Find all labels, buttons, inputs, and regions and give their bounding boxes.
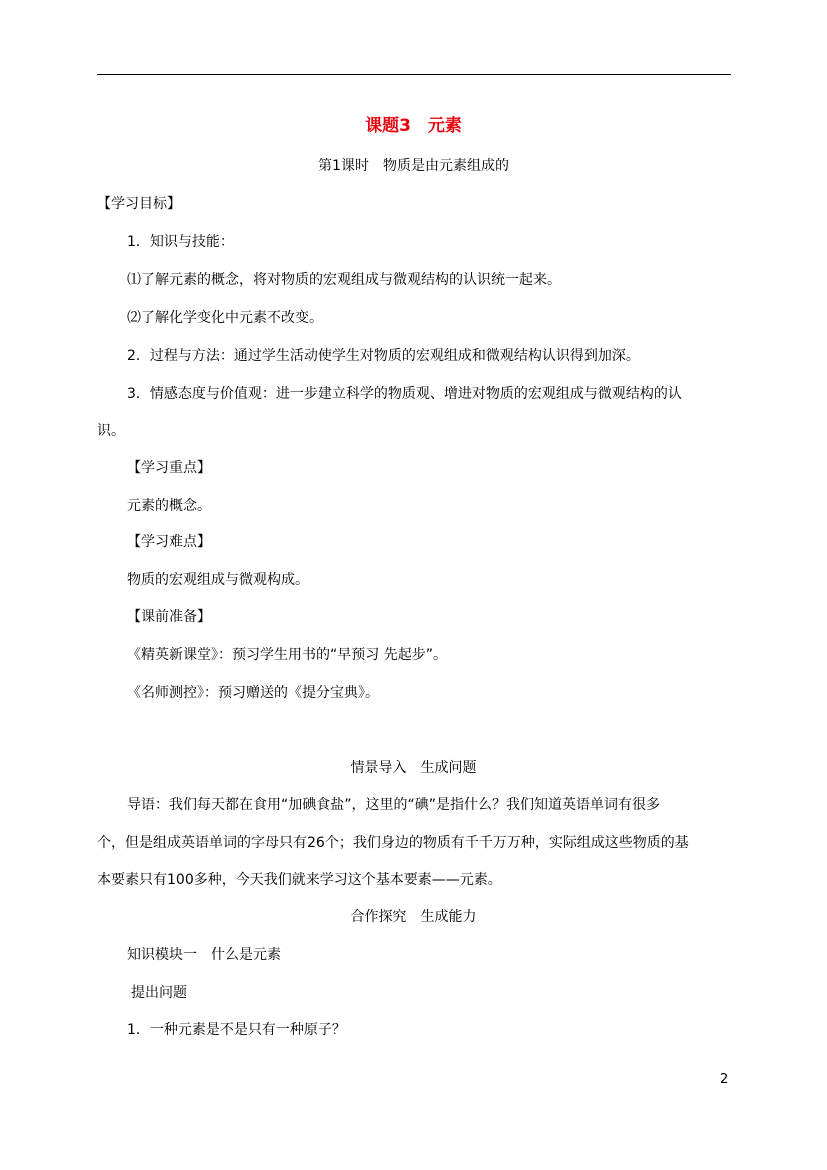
intro-section-heading: 情景导入 生成问题: [350, 760, 477, 776]
objective-item-1a: ⑴了解元素的概念，将对物质的宏观组成与微观结构的认识统一起来。: [127, 272, 561, 288]
difficulties-heading: 【学习难点】: [127, 534, 211, 550]
objectives-heading: 【学习目标】: [97, 196, 181, 212]
objective-item-3-line2: 识。: [97, 423, 125, 439]
knowledge-module-title: 知识模块一 什么是元素: [127, 947, 281, 963]
objective-item-1: 1．知识与技能：: [127, 234, 234, 250]
key-points-content: 元素的概念。: [127, 498, 211, 514]
raise-question-label: 提出问题: [131, 985, 187, 1001]
objective-item-2: 2．过程与方法：通过学生活动使学生对物质的宏观组成和微观结构认识得到加深。: [127, 348, 640, 364]
preparation-item-1: 《精英新课堂》：预习学生用书的“早预习 先起步”。: [127, 647, 447, 663]
difficulties-content: 物质的宏观组成与微观构成。: [127, 572, 309, 588]
header-rule: [97, 74, 731, 75]
question-1: 1．一种元素是不是只有一种原子？: [127, 1022, 346, 1038]
key-points-heading: 【学习重点】: [127, 460, 211, 476]
intro-paragraph-line2: 个，但是组成英语单词的字母只有26个；我们身边的物质有千千万万种，实际组成这些物质的基: [97, 835, 689, 851]
preparation-heading: 【课前准备】: [127, 609, 211, 625]
intro-paragraph-line3: 本要素只有100多种，今天我们就来学习这个基本要素——元素。: [97, 872, 502, 888]
page-number: 2: [720, 1072, 729, 1087]
objective-item-1b: ⑵了解化学变化中元素不改变。: [127, 310, 323, 326]
preparation-item-2: 《名师测控》：预习赠送的《提分宝典》。: [127, 685, 379, 701]
lesson-subtitle: 第1课时 物质是由元素组成的: [318, 158, 509, 174]
objective-item-3-line1: 3．情感态度与价值观：进一步建立科学的物质观、增进对物质的宏观组成与微观结构的认: [127, 386, 682, 402]
explore-section-heading: 合作探究 生成能力: [350, 909, 477, 925]
lesson-title: 课题3 元素: [365, 116, 462, 136]
intro-paragraph-line1: 导语：我们每天都在食用“加碘食盐”，这里的“碘”是指什么？我们知道英语单词有很多: [127, 797, 661, 813]
